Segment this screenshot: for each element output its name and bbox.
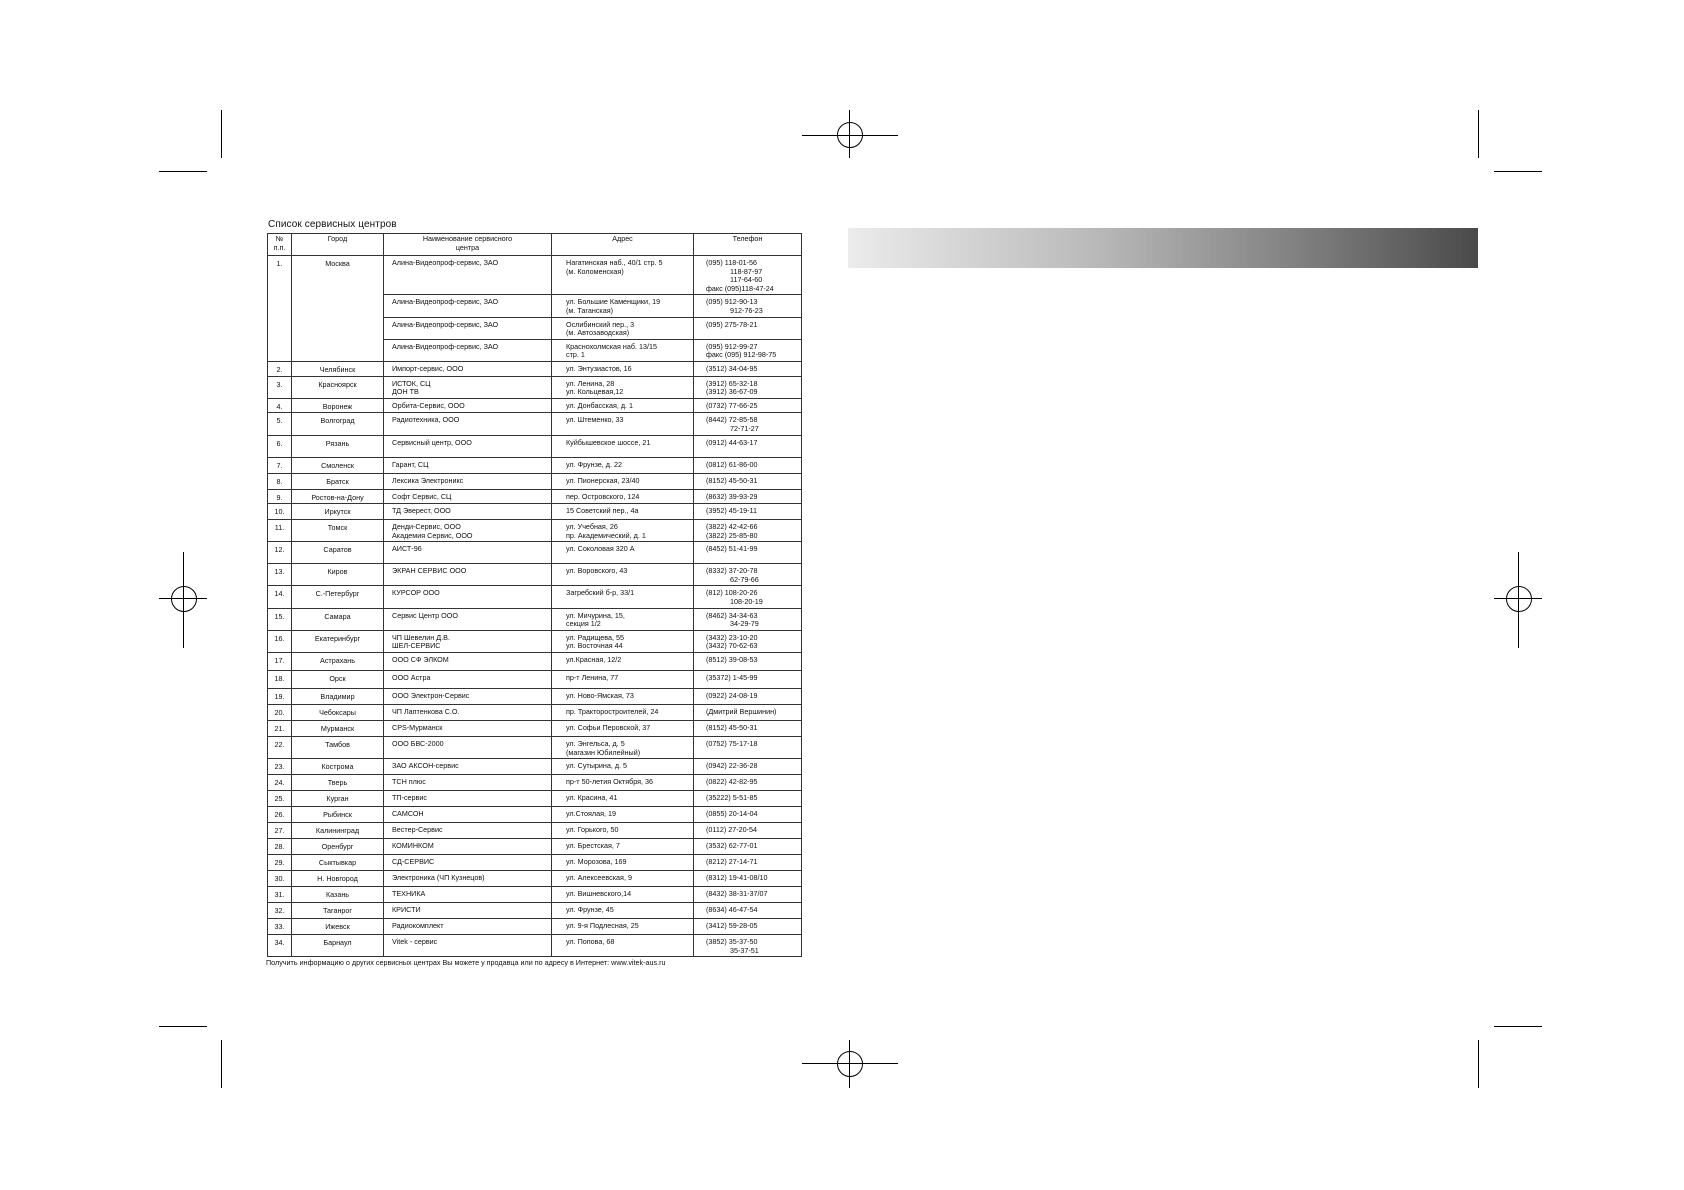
- cell-name: ООО СФ ЭЛКОМ: [384, 653, 552, 671]
- cell-phone: (8152) 45-50-31: [694, 721, 802, 737]
- cell-address: ул. Донбасская, д. 1: [552, 398, 694, 413]
- cell-address: ул. Алексеевская, 9: [552, 871, 694, 887]
- cell-phone: (35222) 5-51-85: [694, 791, 802, 807]
- table-row: [268, 839, 802, 855]
- cell-city: Курган: [292, 791, 384, 807]
- cell-phone: (0912) 44-63-17: [694, 435, 802, 457]
- cell-number: 2.: [268, 361, 292, 376]
- cell-number: 28.: [268, 839, 292, 855]
- table-row: [268, 608, 802, 630]
- cell-phone: (8634) 46-47-54: [694, 903, 802, 919]
- column-header-phone: Телефон: [694, 234, 802, 256]
- gradient-header-bar: [848, 228, 1478, 268]
- cell-phone: (0732) 77-66-25: [694, 398, 802, 413]
- table-row: [268, 919, 802, 935]
- cell-number: 27.: [268, 823, 292, 839]
- cell-number: 25.: [268, 791, 292, 807]
- table-row: [268, 413, 802, 435]
- cell-phone: (3532) 62-77-01: [694, 839, 802, 855]
- cell-name: Денди-Сервис, ООО Академия Сервис, ООО: [384, 520, 552, 542]
- cell-number: 29.: [268, 855, 292, 871]
- cell-address: ул. Учебная, 26 пр. Академический, д. 1: [552, 520, 694, 542]
- cell-number: 17.: [268, 653, 292, 671]
- cell-number: 15.: [268, 608, 292, 630]
- table-row: [268, 775, 802, 791]
- cell-name: ООО Электрон-Сервис: [384, 689, 552, 705]
- cell-name: ООО БВС-2000: [384, 737, 552, 759]
- cell-number: 13.: [268, 564, 292, 586]
- cell-city: Воронеж: [292, 398, 384, 413]
- cell-phone: (3952) 45-19-11: [694, 504, 802, 520]
- cell-phone: (8432) 38-31-37/07: [694, 887, 802, 903]
- cell-name: Алина-Видеопроф-сервис, ЗАО: [384, 295, 552, 317]
- crop-mark: [159, 1026, 207, 1027]
- cell-number: 1.: [268, 256, 292, 362]
- cell-city: Красноярск: [292, 376, 384, 398]
- cell-address: ул. Штеменко, 33: [552, 413, 694, 435]
- cell-number: 4.: [268, 398, 292, 413]
- crop-mark: [221, 110, 222, 158]
- table-row: [268, 256, 802, 295]
- table-row: [268, 705, 802, 721]
- cell-name: СД-СЕРВИС: [384, 855, 552, 871]
- cell-address: ул. Красина, 41: [552, 791, 694, 807]
- cell-name: ТД Эверест, ООО: [384, 504, 552, 520]
- cell-number: 6.: [268, 435, 292, 457]
- cell-name: Вестер-Сервис: [384, 823, 552, 839]
- cell-phone: (Дмитрий Вершинин): [694, 705, 802, 721]
- cell-address: Куйбышевское шоссе, 21: [552, 435, 694, 457]
- cell-name: Алина-Видеопроф-сервис, ЗАО: [384, 256, 552, 295]
- cell-phone: (8512) 39-08-53: [694, 653, 802, 671]
- cell-number: 8.: [268, 473, 292, 489]
- cell-number: 11.: [268, 520, 292, 542]
- table-row: [268, 871, 802, 887]
- table-row: [268, 361, 802, 376]
- cell-name: ООО Астра: [384, 671, 552, 689]
- cell-city: Братск: [292, 473, 384, 489]
- cell-number: 26.: [268, 807, 292, 823]
- cell-city: Ижевск: [292, 919, 384, 935]
- cell-address: ул. Энтузиастов, 16: [552, 361, 694, 376]
- table-row: [268, 671, 802, 689]
- cell-city: Самара: [292, 608, 384, 630]
- cell-number: 12.: [268, 542, 292, 564]
- cell-phone: (35372) 1-45-99: [694, 671, 802, 689]
- cell-name: Vitek - сервис: [384, 935, 552, 957]
- table-row: [268, 721, 802, 737]
- cell-name: ЧП Шевелин Д.В. ШЕЛ-СЕРВИС: [384, 630, 552, 652]
- cell-name: Софт Сервис, СЦ: [384, 489, 552, 504]
- cell-number: 24.: [268, 775, 292, 791]
- cell-address: ул. Ново-Ямская, 73: [552, 689, 694, 705]
- cell-phone: (8212) 27-14-71: [694, 855, 802, 871]
- cell-city: Киров: [292, 564, 384, 586]
- cell-number: 14.: [268, 586, 292, 608]
- cell-name: АИСТ-96: [384, 542, 552, 564]
- footer-note: Получить информацию о других сервисных центрах Вы можете у продавца или по адресу в Интернет: www.vitek-aus.ru: [266, 958, 666, 967]
- cell-address: ул. Сутырина, д. 5: [552, 759, 694, 775]
- cell-city: Рыбинск: [292, 807, 384, 823]
- cell-phone: (3912) 65-32-18 (3912) 36-67-09: [694, 376, 802, 398]
- column-header-city: Город: [292, 234, 384, 256]
- cell-name: Орбита-Сервис, ООО: [384, 398, 552, 413]
- cell-city: Смоленск: [292, 457, 384, 473]
- cell-address: ул. Фрунзе, 45: [552, 903, 694, 919]
- cell-name: ТСН плюс: [384, 775, 552, 791]
- cell-name: ЧП Лаптенкова С.О.: [384, 705, 552, 721]
- cell-phone: (0812) 61-86-00: [694, 457, 802, 473]
- cell-name: ЭКРАН СЕРВИС ООО: [384, 564, 552, 586]
- cell-address: ул. Вишневского,14: [552, 887, 694, 903]
- cell-number: 31.: [268, 887, 292, 903]
- cell-phone: (0855) 20-14-04: [694, 807, 802, 823]
- cell-phone: (095) 275-78-21: [694, 317, 802, 339]
- table-row: [268, 823, 802, 839]
- cell-address: ул.Красная, 12/2: [552, 653, 694, 671]
- cell-phone: (0922) 24-08-19: [694, 689, 802, 705]
- cell-city: Волгоград: [292, 413, 384, 435]
- cell-name: КРИСТИ: [384, 903, 552, 919]
- table-row: [268, 630, 802, 652]
- table-row: [268, 653, 802, 671]
- table-row: [268, 903, 802, 919]
- cell-number: 10.: [268, 504, 292, 520]
- cell-phone: (3512) 34-04-95: [694, 361, 802, 376]
- column-header-address: Адрес: [552, 234, 694, 256]
- cell-phone: (812) 108-20-26 108-20-19: [694, 586, 802, 608]
- cell-city: Оренбург: [292, 839, 384, 855]
- service-centers-table: [267, 233, 802, 957]
- table-row: [268, 564, 802, 586]
- cell-address: ул. Мичурина, 15, секция 1/2: [552, 608, 694, 630]
- cell-city: С.-Петербург: [292, 586, 384, 608]
- cell-name: Радиотехника, ООО: [384, 413, 552, 435]
- cell-name: Алина-Видеопроф-сервис, ЗАО: [384, 339, 552, 361]
- cell-number: 9.: [268, 489, 292, 504]
- cell-city: Таганрог: [292, 903, 384, 919]
- table-row: [268, 457, 802, 473]
- cell-city: Калининград: [292, 823, 384, 839]
- cell-number: 3.: [268, 376, 292, 398]
- table-row: [268, 586, 802, 608]
- cell-phone: (8452) 51-41-99: [694, 542, 802, 564]
- cell-name: Импорт-сервис, ООО: [384, 361, 552, 376]
- cell-city: Тверь: [292, 775, 384, 791]
- cell-address: ул. Соколовая 320 А: [552, 542, 694, 564]
- cell-address: ул. Фрунзе, д. 22: [552, 457, 694, 473]
- cell-phone: (3852) 35-37-50 35-37-51: [694, 935, 802, 957]
- cell-address: Ослибинский пер., 3 (м. Автозаводская): [552, 317, 694, 339]
- cell-phone: (095) 912-90-13 912-76-23: [694, 295, 802, 317]
- cell-address: ул. Воровского, 43: [552, 564, 694, 586]
- cell-city: Екатеринбург: [292, 630, 384, 652]
- cell-address: ул. Софьи Перовской, 37: [552, 721, 694, 737]
- cell-address: ул. Радищева, 55 ул. Восточная 44: [552, 630, 694, 652]
- table-row: [268, 737, 802, 759]
- cell-name: ТЕХНИКА: [384, 887, 552, 903]
- table-row: [268, 689, 802, 705]
- cell-number: 21.: [268, 721, 292, 737]
- cell-city: Кострома: [292, 759, 384, 775]
- table-row: [268, 887, 802, 903]
- cell-phone: (8152) 45-50-31: [694, 473, 802, 489]
- cell-number: 34.: [268, 935, 292, 957]
- cell-name: КУРСОР ООО: [384, 586, 552, 608]
- cell-address: Загребский б-р, 33/1: [552, 586, 694, 608]
- cell-address: пр-т Ленина, 77: [552, 671, 694, 689]
- cell-number: 5.: [268, 413, 292, 435]
- cell-name: Сервис Центр ООО: [384, 608, 552, 630]
- cell-city: Саратов: [292, 542, 384, 564]
- cell-name: САМСОН: [384, 807, 552, 823]
- cell-number: 22.: [268, 737, 292, 759]
- cell-name: Радиокомплект: [384, 919, 552, 935]
- cell-phone: (0822) 42-82-95: [694, 775, 802, 791]
- cell-name: ЗАО АКСОН-сервис: [384, 759, 552, 775]
- cell-name: Сервисный центр, ООО: [384, 435, 552, 457]
- cell-number: 23.: [268, 759, 292, 775]
- cell-city: Барнаул: [292, 935, 384, 957]
- cell-city: Томск: [292, 520, 384, 542]
- cell-phone: (0112) 27-20-54: [694, 823, 802, 839]
- cell-city: Ростов-на-Дону: [292, 489, 384, 504]
- table-header-row: [268, 234, 802, 256]
- cell-name: CPS-Мурманск: [384, 721, 552, 737]
- cell-number: 18.: [268, 671, 292, 689]
- crop-mark: [1478, 110, 1479, 158]
- crop-mark: [1478, 1040, 1479, 1088]
- cell-number: 33.: [268, 919, 292, 935]
- table-row: [268, 376, 802, 398]
- cell-address: Нагатинская наб., 40/1 стр. 5 (м. Коломенская): [552, 256, 694, 295]
- cell-address: ул. Большие Каменщики, 19 (м. Таганская): [552, 295, 694, 317]
- cell-phone: (0752) 75-17-18: [694, 737, 802, 759]
- cell-phone: (095) 912-99-27 факс (095) 912-98-75: [694, 339, 802, 361]
- cell-phone: (8442) 72-85-58 72-71-27: [694, 413, 802, 435]
- cell-number: 30.: [268, 871, 292, 887]
- cell-address: пр-т 50-летия Октября, 36: [552, 775, 694, 791]
- cell-city: Владимир: [292, 689, 384, 705]
- cell-phone: (0942) 22-36-28: [694, 759, 802, 775]
- cell-address: ул. Горького, 50: [552, 823, 694, 839]
- table-row: [268, 807, 802, 823]
- cell-name: Алина-Видеопроф-сервис, ЗАО: [384, 317, 552, 339]
- cell-phone: (3822) 42-42-66 (3822) 25-85-80: [694, 520, 802, 542]
- cell-phone: (095) 118-01-56 118-87-97 117-64-60 факс (095)118-47-24: [694, 256, 802, 295]
- cell-name: Лексика Электроникс: [384, 473, 552, 489]
- table-row: [268, 473, 802, 489]
- cell-address: ул.Стоялая, 19: [552, 807, 694, 823]
- cell-number: 16.: [268, 630, 292, 652]
- cell-city: Сыктывкар: [292, 855, 384, 871]
- cell-number: 19.: [268, 689, 292, 705]
- cell-address: ул. Брестская, 7: [552, 839, 694, 855]
- table-row: [268, 935, 802, 957]
- cell-city: Мурманск: [292, 721, 384, 737]
- crop-mark: [1494, 1026, 1542, 1027]
- cell-city: Москва: [292, 256, 384, 362]
- cell-address: ул. Морозова, 169: [552, 855, 694, 871]
- table-body: [268, 256, 802, 957]
- cell-phone: (8462) 34-34-63 34-29-79: [694, 608, 802, 630]
- cell-name: ИСТОК, СЦ ДОН ТВ: [384, 376, 552, 398]
- cell-address: ул. Энгельса, д. 5 (магазин Юбилейный): [552, 737, 694, 759]
- table-row: [268, 520, 802, 542]
- cell-name: ТП-сервис: [384, 791, 552, 807]
- cell-address: 15 Советский пер., 4а: [552, 504, 694, 520]
- column-header-name: Наименование сервисного центра: [384, 234, 552, 256]
- cell-city: Казань: [292, 887, 384, 903]
- cell-city: Астрахань: [292, 653, 384, 671]
- cell-city: Тамбов: [292, 737, 384, 759]
- cell-phone: (8312) 19-41-08/10: [694, 871, 802, 887]
- cell-address: пер. Островского, 124: [552, 489, 694, 504]
- cell-number: 7.: [268, 457, 292, 473]
- cell-city: Рязань: [292, 435, 384, 457]
- cell-address: ул. Ленина, 28 ул. Кольцевая,12: [552, 376, 694, 398]
- column-header-number: № п.п.: [268, 234, 292, 256]
- crop-mark: [1494, 171, 1542, 172]
- cell-name: Электроника (ЧП Кузнецов): [384, 871, 552, 887]
- cell-city: Орск: [292, 671, 384, 689]
- cell-city: Иркутск: [292, 504, 384, 520]
- cell-number: 20.: [268, 705, 292, 721]
- cell-address: Краснохолмская наб. 13/15 стр. 1: [552, 339, 694, 361]
- table-row: [268, 855, 802, 871]
- crop-mark: [159, 171, 207, 172]
- cell-name: КОМИНКОМ: [384, 839, 552, 855]
- table-row: [268, 759, 802, 775]
- table-row: [268, 791, 802, 807]
- cell-phone: (8332) 37-20-78 62-79-66: [694, 564, 802, 586]
- cell-name: Гарант, СЦ: [384, 457, 552, 473]
- cell-number: 32.: [268, 903, 292, 919]
- cell-phone: (3412) 59-28-05: [694, 919, 802, 935]
- table-row: [268, 489, 802, 504]
- cell-city: Челябинск: [292, 361, 384, 376]
- crop-mark: [221, 1040, 222, 1088]
- page-title: Список сервисных центров: [268, 219, 397, 230]
- table-row: [268, 435, 802, 457]
- table-row: [268, 398, 802, 413]
- cell-address: ул. 9-я Подлесная, 25: [552, 919, 694, 935]
- cell-address: ул. Попова, 68: [552, 935, 694, 957]
- cell-address: ул. Пионерская, 23/40: [552, 473, 694, 489]
- cell-city: Н. Новгород: [292, 871, 384, 887]
- cell-address: пр. Тракторостроителей, 24: [552, 705, 694, 721]
- table-row: [268, 504, 802, 520]
- cell-phone: (3432) 23-10-20 (3432) 70-62-63: [694, 630, 802, 652]
- table-row: [268, 542, 802, 564]
- cell-city: Чебоксары: [292, 705, 384, 721]
- cell-phone: (8632) 39-93-29: [694, 489, 802, 504]
